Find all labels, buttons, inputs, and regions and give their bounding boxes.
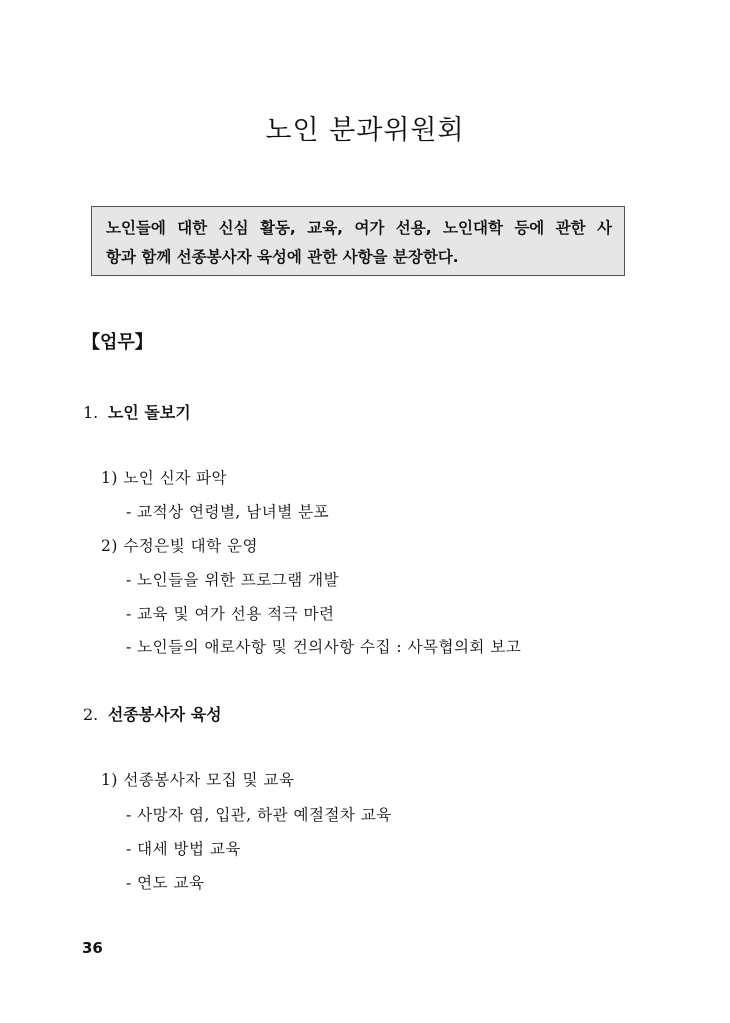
bullet-item: - 노인들의 애로사항 및 건의사항 수집 : 사목협의회 보고 — [126, 638, 522, 656]
page-number: 36 — [82, 939, 103, 957]
item-heading — [83, 702, 222, 725]
item-title: 노인 돌보기 — [107, 403, 191, 422]
section-heading: 【업무】 — [82, 332, 153, 353]
item-number: 1. — [83, 403, 99, 422]
summary-box — [91, 206, 625, 276]
subitem-label: 1) 노인 신자 파악 — [101, 469, 228, 487]
page-title: 노인 분과위원회 — [265, 115, 465, 146]
item-heading — [83, 400, 191, 423]
subitem-label: 2) 수정은빛 대학 운영 — [101, 537, 258, 555]
bullet-item: - 사망자 염, 입관, 하관 예절절차 교육 — [126, 806, 392, 824]
bullet-item: - 노인들을 위한 프로그램 개발 — [126, 571, 340, 589]
summary-line: 노인들에 대한 신심 활동, 교육, 여가 선용, 노인대학 등에 관한 사 — [106, 219, 612, 237]
item-title: 선종봉사자 육성 — [107, 705, 222, 724]
bullet-item: - 대세 방법 교육 — [126, 840, 241, 858]
bullet-item: - 연도 교육 — [126, 874, 205, 892]
item-number: 2. — [83, 705, 99, 724]
subitem-label: 1) 선종봉사자 모집 및 교육 — [101, 771, 295, 789]
bullet-item: - 교적상 연령별, 남녀별 분포 — [126, 503, 330, 521]
summary-line: 항과 함께 선종봉사자 육성에 관한 사항을 분장한다. — [106, 248, 459, 266]
bullet-item: - 교육 및 여가 선용 적극 마련 — [126, 605, 335, 623]
